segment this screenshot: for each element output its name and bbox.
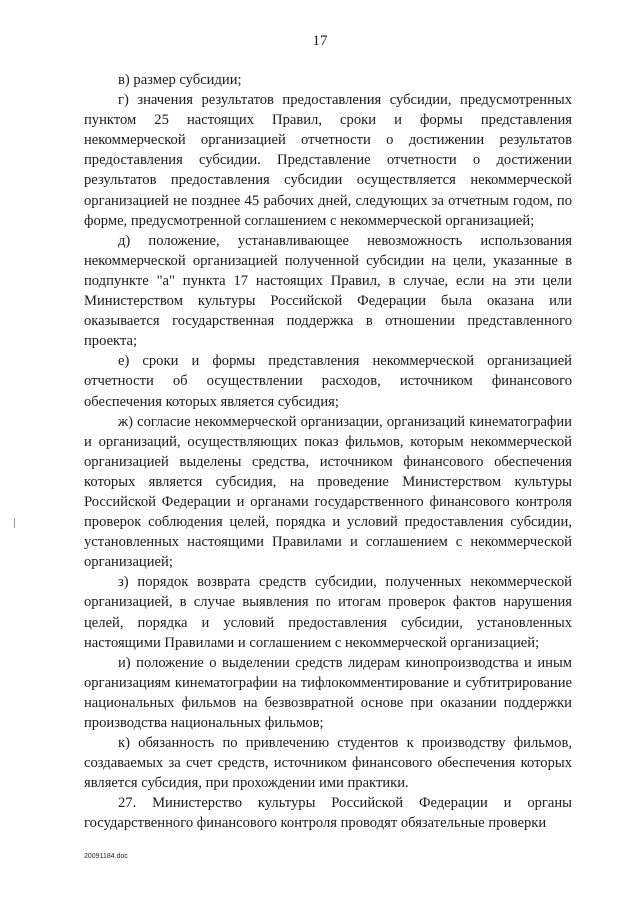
paragraph-i: и) положение о выделении средств лидерам кинопроизводства и иным организациям кинематографии на тифлокомментирование и субтитрирование национальных фильмов на безвозвратной основе при оказании поддержки производства национальных фильмов; [84, 654, 572, 731]
paragraph-g: г) значения результатов предоставления субсидии, предусмотренных пунктом 25 настоящих Правил, сроки и формы представления некоммерческой организацией отчетности о достижении результатов предоставления субсидии. Представление отчетности о достижении результатов предоставления субсидии осуществляется некоммерческой организацией не позднее 45 рабочих дней, следующих за отчетным годом, по форме, предусмотренной соглашением с некоммерческой организацией; [84, 92, 572, 229]
margin-mark [14, 518, 15, 528]
page-number: 17 [312, 33, 328, 49]
paragraph-27: 27. Министерство культуры Российской Федерации и органы государственного финансового контроля проводят обязательные проверки [84, 795, 572, 832]
document-body [84, 70, 572, 834]
paragraph-v: в) размер субсидии; [118, 72, 242, 88]
paragraph-z: з) порядок возврата средств субсидии, полученных некоммерческой организацией, в случае выявления по итогам проверок фактов нарушения целей, порядка и условий предоставления субсидии, установленных настоящими Правилами и соглашением с некоммерческой организацией; [84, 574, 572, 651]
paragraph-k: к) обязанность по привлечению студентов к производству фильмов, создаваемых за счет средств, источником финансового обеспечения которых является субсидия, при прохождении ими практики. [84, 735, 572, 792]
paragraph-e: е) сроки и формы представления некоммерческой организацией отчетности об осуществлении расходов, источником финансового обеспечения которых является субсидия; [84, 353, 572, 410]
footer-file-code: 20091184.doc [84, 853, 128, 860]
paragraph-d: д) положение, устанавливающее невозможность использования некоммерческой организацией полученной субсидии на цели, указанные в подпункте "а" пункта 17 настоящих Правил, в случае, если на эти цели Министерством культуры Российской Федерации была оказана или оказывается государственная поддержка в отношении представленного проекта; [84, 232, 572, 350]
paragraph-zh: ж) согласие некоммерческой организации, организаций кинематографии и организаций, осуществляющих показ фильмов, которым некоммерческой организацией выделены средства, источником финансового обеспечения которых является субсидия, на проведение Министерством культуры Российской Федерации и органами государственного финансового контроля проверок соблюдения целей, порядка и условий предоставления субсидии, установленных настоящими Правилами и соглашением с некоммерческой организацией; [84, 413, 572, 571]
